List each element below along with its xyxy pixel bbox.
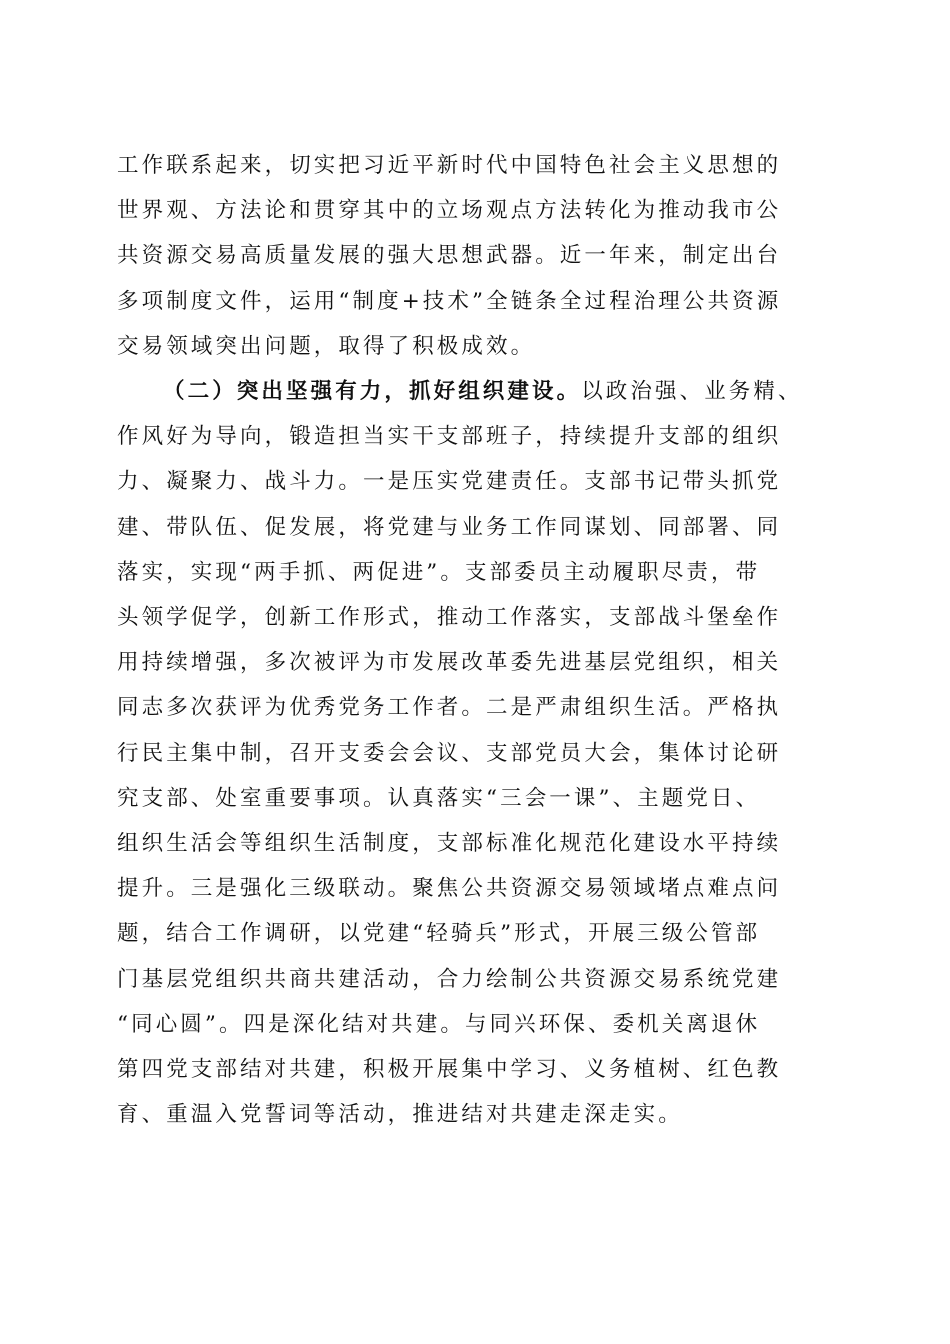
paragraph-line: 头领学促学，创新工作形式，推动工作落实，支部战斗堡垒作 [117,605,782,631]
paragraph-line: 多项制度文件，运用“制度+技术”全链条全过程治理公共资源 [117,288,782,314]
body-text [117,143,839,1137]
paragraph-line: 门基层党组织共商共建活动，合力绘制公共资源交易系统党建 [117,966,782,992]
paragraph-line: 育、重温入党誓词等活动，推进结对共建走深走实。 [117,1102,683,1128]
paragraph-line: “同心圆”。四是深化结对共建。与同兴环保、委机关离退休 [117,1011,761,1037]
paragraph-line: 同志多次获评为优秀党务工作者。二是严肃组织生活。严格执 [117,695,782,721]
section-two-lead: 以政治强、业务精、 [581,379,803,405]
paragraph-line: 提升。三是强化三级联动。聚焦公共资源交易领域堵点难点问 [117,876,782,902]
section-two-first-line [117,369,839,414]
paragraph-line: 交易领域突出问题，取得了积极成效。 [117,333,536,359]
paragraph-line: 用持续增强，多次被评为市发展改革委先进基层党组织，相关 [117,650,782,676]
paragraph-line: 作风好为导向，锻造担当实干支部班子，持续提升支部的组织 [117,424,782,450]
paragraph-line: 第四党支部结对共建，积极开展集中学习、义务植树、红色教 [117,1057,782,1083]
paragraph-line: 共资源交易高质量发展的强大思想武器。近一年来，制定出台 [117,243,782,269]
paragraph-line: 题，结合工作调研，以党建“轻骑兵”形式，开展三级公管部 [117,921,761,947]
paragraph-line: 工作联系起来，切实把习近平新时代中国特色社会主义思想的 [117,153,782,178]
paragraph-line: 行民主集中制，召开支委会会议、支部党员大会，集体讨论研 [117,740,782,766]
paragraph-line: 力、凝聚力、战斗力。一是压实党建责任。支部书记带头抓党 [117,469,782,495]
paragraph-line: 世界观、方法论和贯穿其中的立场观点方法转化为推动我市公 [117,198,782,224]
paragraph-line: 组织生活会等组织生活制度，支部标准化规范化建设水平持续 [117,831,782,857]
paragraph-line: 建、带队伍、促发展，将党建与业务工作同谋划、同部署、同 [117,514,782,540]
paragraph-line: 究支部、处室重要事项。认真落实“三会一课”、主题党日、 [117,785,761,811]
section-two-heading: （二）突出坚强有力，抓好组织建设。 [163,379,582,405]
paragraph-line: 落实，实现“两手抓、两促进”。支部委员主动履职尽责，带 [117,559,761,585]
